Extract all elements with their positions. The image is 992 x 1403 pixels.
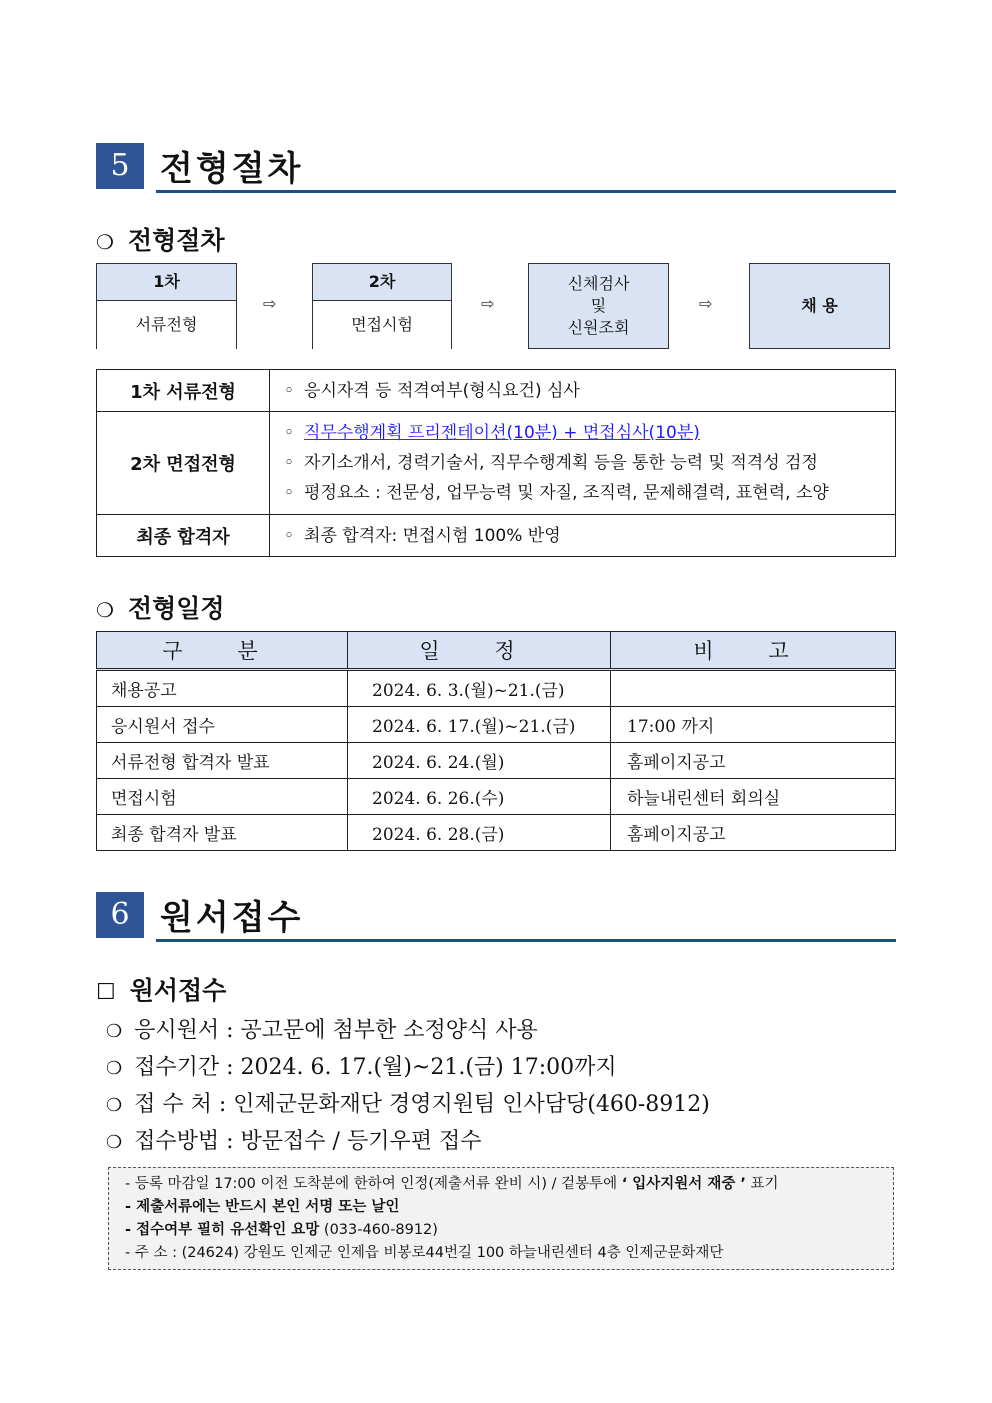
notice-line (125, 1242, 893, 1265)
criteria-item-text: 최종 합격자: 면접시험 100% 반영 (304, 525, 561, 546)
procedure-heading-text: 전형절차 (127, 226, 225, 255)
flow-step-3-line: 신체검사 (567, 274, 630, 293)
circle-bullet-icon: ❍ (96, 598, 114, 622)
table-row (97, 815, 896, 851)
criteria-item (284, 376, 894, 406)
criteria-table (96, 369, 896, 557)
flow-step-3-line: 및 (590, 296, 607, 315)
schedule-note (611, 670, 896, 707)
notice-line (125, 1173, 893, 1196)
flow-step-2 (312, 263, 452, 349)
bullet-icon: ◦ (284, 423, 295, 443)
flow-step-1-label: 서류전형 (97, 301, 236, 349)
list-item-text: 접수방법 : 방문접수 / 등기우편 접수 (134, 1129, 482, 1154)
schedule-header-category: 구 분 (97, 632, 348, 670)
schedule-note: 하늘내린센터 회의실 (611, 779, 896, 815)
section-5-header (96, 143, 896, 191)
table-row (97, 743, 896, 779)
circle-bullet-icon: ❍ (106, 1058, 123, 1079)
criteria-item-highlight: 직무수행계획 프리젠테이션(10분) + 면접심사(10분) (304, 423, 700, 443)
schedule-note: 홈페이지공고 (611, 743, 896, 779)
arrow-right-icon: ⇨ (263, 294, 277, 313)
schedule-date: 2024. 6. 17.(월)~21.(금) (348, 707, 611, 743)
flow-step-4 (749, 263, 890, 349)
schedule-category: 서류전형 합격자 발표 (97, 743, 348, 779)
criteria-content (270, 515, 896, 557)
list-item (106, 1049, 710, 1086)
notice-emphasis: ‘ 입사지원서 재중 ’ (621, 1176, 746, 1192)
criteria-item (284, 448, 894, 478)
schedule-note: 홈페이지공고 (611, 815, 896, 851)
criteria-item (284, 418, 894, 448)
list-item-text: 접수기간 : 2024. 6. 17.(월)~21.(금) 17:00까지 (134, 1055, 617, 1080)
list-item (106, 1123, 710, 1160)
criteria-stage: 1차 서류전형 (97, 370, 270, 412)
schedule-date: 2024. 6. 3.(월)~21.(금) (348, 670, 611, 707)
schedule-category: 응시원서 접수 (97, 707, 348, 743)
section-6-header (96, 892, 896, 940)
application-heading (96, 971, 226, 1007)
table-row (97, 707, 896, 743)
criteria-row (97, 370, 896, 412)
flow-step-4-label: 채 용 (801, 296, 838, 315)
arrow-right-icon: ⇨ (699, 294, 713, 313)
notice-address: - 주 소 : (24624) 강원도 인제군 인제읍 비봉로44번길 100 하늘내린센터 4층 인제군문화재단 (125, 1245, 724, 1261)
procedure-heading (96, 221, 225, 257)
list-item (106, 1086, 710, 1123)
table-row (97, 670, 896, 707)
flow-step-2-stage: 2차 (313, 264, 451, 301)
list-item (106, 1012, 710, 1049)
schedule-date: 2024. 6. 28.(금) (348, 815, 611, 851)
criteria-item (284, 478, 894, 508)
schedule-table (96, 631, 896, 851)
notice-text: (033-460-8912) (319, 1222, 438, 1238)
flow-step-1-stage: 1차 (97, 264, 236, 301)
flow-step-3-line: 신원조회 (567, 318, 630, 337)
schedule-header-row (97, 632, 896, 670)
criteria-item (284, 521, 894, 551)
arrow-right-icon: ⇨ (481, 294, 495, 313)
criteria-item-text: 자기소개서, 경력기술서, 직무수행계획 등을 통한 능력 및 적격성 검정 (304, 453, 818, 473)
application-heading-text: 원서접수 (129, 976, 227, 1005)
section-number: 5 (96, 143, 144, 189)
notice-text: 표기 (745, 1176, 779, 1192)
table-row (97, 779, 896, 815)
notice-emphasis: - 접수여부 필히 유선확인 요망 (125, 1222, 320, 1238)
criteria-content (270, 370, 896, 412)
schedule-date: 2024. 6. 26.(수) (348, 779, 611, 815)
schedule-heading-text: 전형일정 (127, 594, 225, 623)
notice-emphasis: - 제출서류에는 반드시 본인 서명 또는 날인 (125, 1199, 400, 1215)
criteria-row (97, 412, 896, 515)
notice-text: - 등록 마감일 17:00 이전 도착분에 한하여 인정(제출서류 완비 시) / 겉봉투에 (125, 1176, 622, 1192)
criteria-stage: 2차 면접전형 (97, 412, 270, 515)
square-bullet-icon: ☐ (96, 980, 116, 1005)
criteria-item-text: 응시자격 등 적격여부(형식요건) 심사 (304, 380, 580, 401)
schedule-category: 채용공고 (97, 670, 348, 707)
schedule-header-date: 일 정 (348, 632, 611, 670)
bullet-icon: ◦ (284, 483, 295, 503)
schedule-note: 17:00 까지 (611, 707, 896, 743)
schedule-header-note: 비 고 (611, 632, 896, 670)
circle-bullet-icon: ❍ (106, 1132, 123, 1153)
section-number: 6 (96, 892, 144, 938)
section-title: 원서접수 (160, 898, 304, 938)
circle-bullet-icon: ❍ (106, 1021, 123, 1042)
criteria-content (270, 412, 896, 515)
schedule-date: 2024. 6. 24.(월) (348, 743, 611, 779)
criteria-stage: 최종 합격자 (97, 515, 270, 557)
list-item-text: 접 수 처 : 인제군문화재단 경영지원팀 인사담당(460-8912) (134, 1092, 710, 1117)
schedule-category: 면접시험 (97, 779, 348, 815)
criteria-item-text: 평정요소 : 전문성, 업무능력 및 자질, 조직력, 문제해결력, 표현력, 소양 (304, 483, 829, 503)
application-info-list (106, 1012, 710, 1160)
notice-line (125, 1196, 893, 1219)
list-item-text: 응시원서 : 공고문에 첨부한 소정양식 사용 (134, 1018, 538, 1043)
bullet-icon: ◦ (284, 453, 295, 473)
circle-bullet-icon: ❍ (106, 1095, 123, 1116)
section-rule (156, 939, 896, 942)
notice-box (108, 1167, 894, 1270)
schedule-heading (96, 589, 225, 625)
flow-step-1 (96, 263, 237, 349)
circle-bullet-icon: ❍ (96, 230, 114, 254)
schedule-category: 최종 합격자 발표 (97, 815, 348, 851)
flow-step-2-label: 면접시험 (313, 301, 451, 349)
bullet-icon: ◦ (284, 525, 295, 546)
section-title: 전형절차 (160, 149, 304, 189)
notice-line (125, 1219, 893, 1242)
section-rule (156, 190, 896, 193)
criteria-row (97, 515, 896, 557)
bullet-icon: ◦ (284, 380, 295, 401)
flow-step-3 (528, 263, 669, 349)
